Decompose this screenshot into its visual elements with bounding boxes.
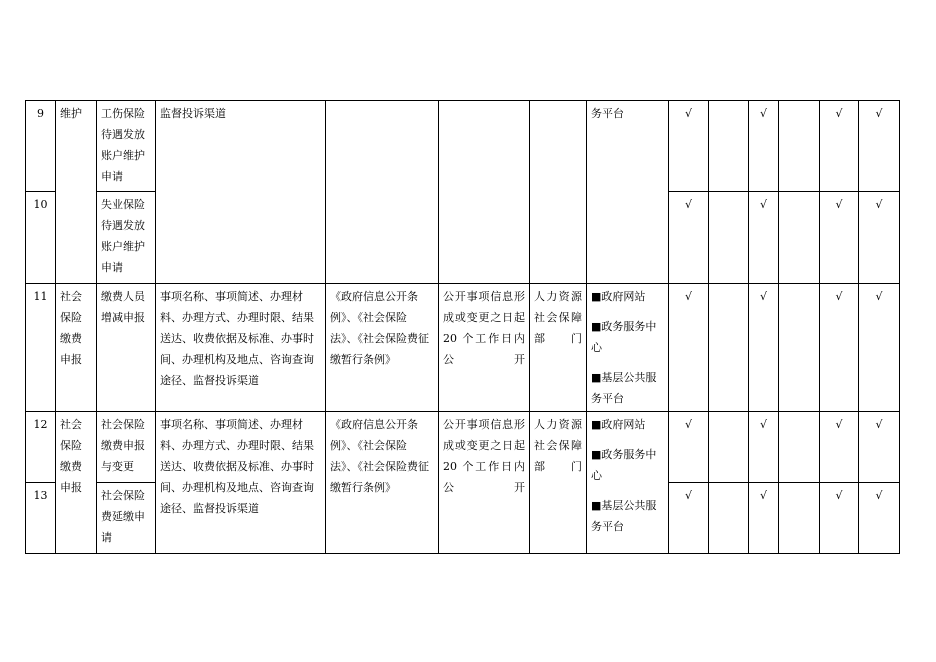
channel-item: ■政务服务中心 (591, 320, 657, 354)
table-row (26, 412, 900, 483)
row-number: 12 (26, 412, 56, 483)
check-mark: √ (749, 101, 779, 192)
table-row (26, 284, 900, 412)
check-mark: √ (749, 284, 779, 412)
check-mark (779, 101, 820, 192)
check-mark: √ (859, 483, 900, 554)
check-mark: √ (749, 192, 779, 284)
check-mark: √ (859, 412, 900, 483)
channel-item: ■政务服务中心 (591, 448, 657, 482)
check-mark: √ (669, 483, 709, 554)
check-mark (709, 192, 749, 284)
item-name-cell: 社会保险费延缴申请 (97, 483, 156, 554)
check-mark (709, 412, 749, 483)
check-mark (779, 192, 820, 284)
category-cell: 维护 (56, 101, 97, 284)
subject-cell (530, 101, 587, 284)
check-mark (779, 284, 820, 412)
check-mark: √ (820, 284, 859, 412)
time-limit-cell (439, 101, 530, 284)
item-name-cell: 失业保险待遇发放账户维护申请 (97, 192, 156, 284)
category-cell: 社会保险缴费申报 (56, 412, 97, 554)
basis-cell: 《政府信息公开条例》、《社会保险法》、《社会保险费征缴暂行条例》 (326, 284, 439, 412)
row-number: 10 (26, 192, 56, 284)
public-affairs-table (25, 100, 900, 554)
row-number: 13 (26, 483, 56, 554)
check-mark: √ (820, 192, 859, 284)
item-name-cell: 缴费人员增减申报 (97, 284, 156, 412)
item-name-cell: 社会保险缴费申报与变更 (97, 412, 156, 483)
check-mark (709, 101, 749, 192)
item-name-cell: 工伤保险待遇发放账户维护申请 (97, 101, 156, 192)
check-mark: √ (859, 284, 900, 412)
check-mark: √ (749, 412, 779, 483)
check-mark: √ (669, 192, 709, 284)
time-limit-cell: 公开事项信息形成或变更之日起 20 个工作日内公开 (439, 412, 530, 554)
table-row (26, 101, 900, 192)
check-mark: √ (820, 483, 859, 554)
channels-cell: 务平台 (587, 101, 669, 284)
basis-cell: 《政府信息公开条例》、《社会保险法》、《社会保险费征缴暂行条例》 (326, 412, 439, 554)
check-mark (709, 483, 749, 554)
check-mark: √ (820, 101, 859, 192)
channel-item: ■基层公共服务平台 (591, 499, 657, 533)
check-mark: √ (669, 284, 709, 412)
channel-item: ■政府网站 (591, 418, 646, 431)
check-mark: √ (859, 192, 900, 284)
check-mark: √ (859, 101, 900, 192)
subject-cell: 人力资源社会保障部门 (530, 412, 587, 554)
row-number: 9 (26, 101, 56, 192)
time-limit-cell: 公开事项信息形成或变更之日起 20 个工作日内公开 (439, 284, 530, 412)
check-mark (779, 483, 820, 554)
check-mark: √ (820, 412, 859, 483)
channels-cell (587, 284, 669, 412)
subject-cell: 人力资源社会保障部门 (530, 284, 587, 412)
basis-cell (326, 101, 439, 284)
check-mark: √ (669, 101, 709, 192)
category-cell: 社会保险缴费申报 (56, 284, 97, 412)
channels-cell (587, 412, 669, 554)
content-cell: 事项名称、事项简述、办理材料、办理方式、办理时限、结果送达、收费依据及标准、办事时间、办理机构及地点、咨询查询途径、监督投诉渠道 (156, 412, 326, 554)
channel-item: ■政府网站 (591, 290, 646, 303)
check-mark (779, 412, 820, 483)
check-mark: √ (749, 483, 779, 554)
content-cell: 监督投诉渠道 (156, 101, 326, 284)
channel-item: ■基层公共服务平台 (591, 371, 657, 405)
row-number: 11 (26, 284, 56, 412)
check-mark (709, 284, 749, 412)
check-mark: √ (669, 412, 709, 483)
content-cell: 事项名称、事项简述、办理材料、办理方式、办理时限、结果送达、收费依据及标准、办事时间、办理机构及地点、咨询查询途径、监督投诉渠道 (156, 284, 326, 412)
